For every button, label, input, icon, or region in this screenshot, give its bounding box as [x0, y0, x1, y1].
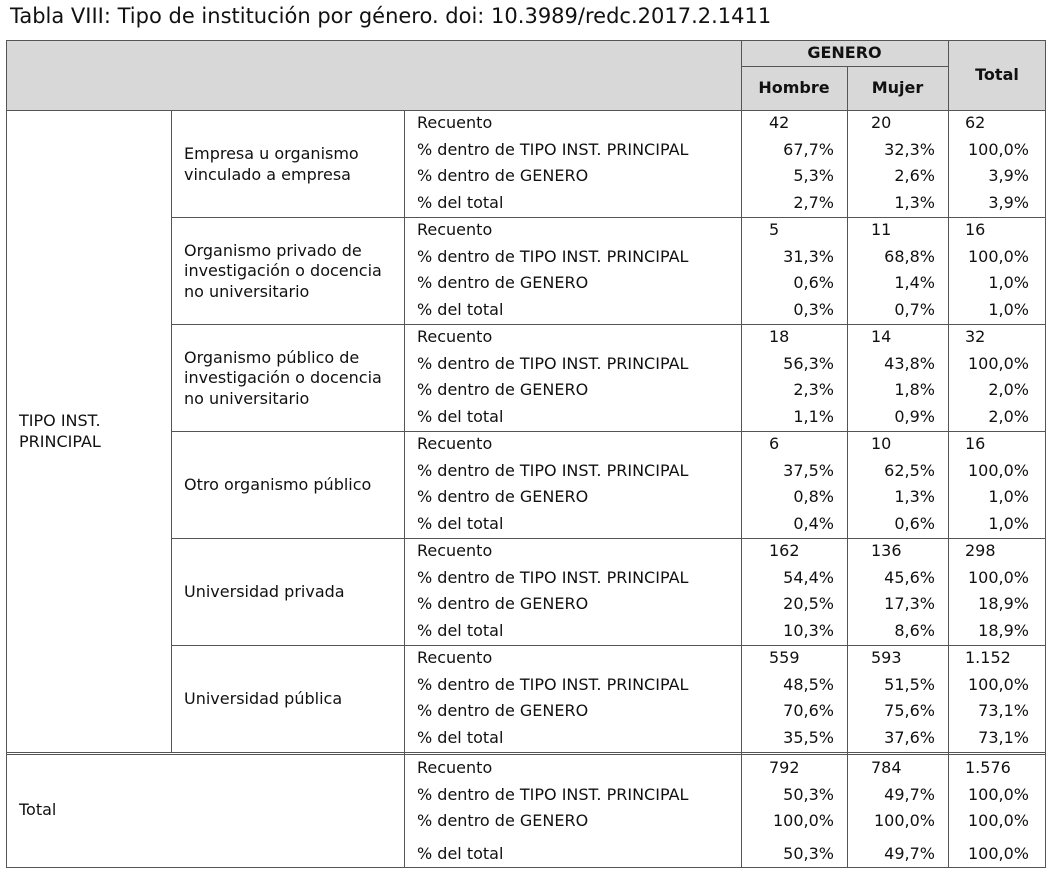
border-right	[1045, 40, 1046, 868]
value-hombre: 0,8%	[793, 487, 834, 506]
value-mujer: 0,6%	[894, 514, 935, 533]
value-hombre: 31,3%	[783, 247, 834, 266]
stat-label: Recuento	[417, 220, 493, 239]
stat-label: Recuento	[417, 541, 493, 560]
value-hombre: 162	[769, 541, 800, 560]
value-hombre: 56,3%	[783, 354, 834, 373]
value-hombre: 10,3%	[783, 621, 834, 640]
stat-label: % dentro de GENERO	[417, 594, 589, 613]
value-mujer: 1,3%	[894, 193, 935, 212]
value-hombre: 20,5%	[783, 594, 834, 613]
value-mujer: 11	[871, 220, 892, 239]
value-hombre: 48,5%	[783, 675, 834, 694]
value-total: 3,9%	[988, 193, 1029, 212]
stat-label: % dentro de TIPO INST. PRINCIPAL	[417, 568, 689, 587]
header-line	[6, 110, 1046, 111]
value-hombre: 54,4%	[783, 568, 834, 587]
value-mujer: 62,5%	[884, 461, 935, 480]
category-separator	[171, 217, 1046, 218]
value-total: 18,9%	[978, 594, 1029, 613]
value-hombre: 50,3%	[783, 844, 834, 863]
value-total: 32	[965, 327, 986, 346]
category-label: Otro organismo público	[184, 475, 372, 494]
value-total: 1,0%	[988, 514, 1029, 533]
value-total: 62	[965, 113, 986, 132]
value-mujer: 37,6%	[884, 728, 935, 747]
value-total: 1,0%	[988, 300, 1029, 319]
value-total: 100,0%	[967, 461, 1029, 480]
value-hombre: 35,5%	[783, 728, 834, 747]
value-mujer: 20	[871, 113, 892, 132]
value-mujer: 784	[871, 758, 902, 777]
value-mujer: 45,6%	[884, 568, 935, 587]
value-total: 16	[965, 434, 986, 453]
stat-label: % dentro de GENERO	[417, 811, 589, 830]
stat-label: % del total	[417, 514, 504, 533]
category-separator	[171, 538, 1046, 539]
stat-label: Recuento	[417, 327, 493, 346]
stat-label: Recuento	[417, 648, 493, 667]
category-separator	[171, 645, 1046, 646]
value-total: 3,9%	[988, 166, 1029, 185]
category-label: Universidad pública	[184, 689, 343, 708]
value-total: 2,0%	[988, 407, 1029, 426]
value-hombre: 70,6%	[783, 701, 834, 720]
value-mujer: 51,5%	[884, 675, 935, 694]
stat-label: % dentro de TIPO INST. PRINCIPAL	[417, 675, 689, 694]
value-total: 100,0%	[967, 354, 1029, 373]
value-total: 1.576	[965, 758, 1011, 777]
header-genero: GENERO	[807, 43, 882, 62]
value-total: 100,0%	[967, 811, 1029, 830]
value-mujer: 14	[871, 327, 892, 346]
stat-label: % dentro de TIPO INST. PRINCIPAL	[417, 140, 689, 159]
value-total: 73,1%	[978, 728, 1029, 747]
value-hombre: 67,7%	[783, 140, 834, 159]
value-mujer: 100,0%	[873, 811, 935, 830]
stat-label: % del total	[417, 844, 504, 863]
category-separator	[171, 431, 1046, 432]
stat-label: % dentro de TIPO INST. PRINCIPAL	[417, 785, 689, 804]
header-genero-line	[741, 66, 948, 67]
border-bottom	[6, 867, 1046, 868]
header-total: Total	[975, 65, 1019, 84]
value-mujer: 68,8%	[884, 247, 935, 266]
value-hombre: 100,0%	[772, 811, 834, 830]
value-mujer: 43,8%	[884, 354, 935, 373]
value-total: 100,0%	[967, 140, 1029, 159]
value-mujer: 32,3%	[884, 140, 935, 159]
value-total: 16	[965, 220, 986, 239]
value-mujer: 49,7%	[884, 785, 935, 804]
value-hombre: 0,4%	[793, 514, 834, 533]
value-hombre: 2,3%	[793, 380, 834, 399]
value-total: 100,0%	[967, 675, 1029, 694]
category-label: Organismo público de investigación o docencia no universitario	[184, 347, 382, 408]
value-hombre: 6	[769, 434, 780, 453]
table-caption: Tabla VIII: Tipo de institución por género. doi: 10.3989/redc.2017.2.1411	[10, 4, 772, 28]
value-hombre: 0,6%	[793, 273, 834, 292]
value-hombre: 37,5%	[783, 461, 834, 480]
value-total: 100,0%	[967, 247, 1029, 266]
value-total: 18,9%	[978, 621, 1029, 640]
value-mujer: 0,9%	[894, 407, 935, 426]
value-hombre: 0,3%	[793, 300, 834, 319]
value-total: 1.152	[965, 648, 1011, 667]
category-label: Organismo privado de investigación o docencia no universitario	[184, 240, 382, 301]
category-label: Empresa u organismo vinculado a empresa	[184, 144, 359, 184]
stat-label: % del total	[417, 300, 504, 319]
value-mujer: 2,6%	[894, 166, 935, 185]
stat-label: % del total	[417, 193, 504, 212]
value-total: 100,0%	[967, 568, 1029, 587]
stat-label: Recuento	[417, 758, 493, 777]
value-hombre: 50,3%	[783, 785, 834, 804]
value-mujer: 8,6%	[894, 621, 935, 640]
row-header-tipo-inst: TIPO INST. PRINCIPAL	[19, 411, 101, 451]
total-separator	[6, 752, 1046, 753]
value-mujer: 75,6%	[884, 701, 935, 720]
value-total: 100,0%	[967, 785, 1029, 804]
stat-label: Recuento	[417, 113, 493, 132]
value-total: 298	[965, 541, 996, 560]
total-row-label: Total	[19, 800, 57, 819]
stat-label: % dentro de GENERO	[417, 380, 589, 399]
value-mujer: 17,3%	[884, 594, 935, 613]
header-hombre: Hombre	[758, 78, 830, 97]
value-mujer: 1,8%	[894, 380, 935, 399]
category-label: Universidad privada	[184, 582, 345, 601]
stat-label: Recuento	[417, 434, 493, 453]
value-hombre: 559	[769, 648, 800, 667]
value-hombre: 1,1%	[793, 407, 834, 426]
crosstab-table	[6, 40, 1046, 868]
value-hombre: 5,3%	[793, 166, 834, 185]
stat-label: % del total	[417, 728, 504, 747]
value-mujer: 593	[871, 648, 902, 667]
value-total: 1,0%	[988, 487, 1029, 506]
value-mujer: 0,7%	[894, 300, 935, 319]
stat-label: % del total	[417, 407, 504, 426]
stat-label: % dentro de GENERO	[417, 701, 589, 720]
stat-label: % dentro de TIPO INST. PRINCIPAL	[417, 354, 689, 373]
header-mujer: Mujer	[871, 78, 924, 97]
value-mujer: 1,3%	[894, 487, 935, 506]
value-total: 1,0%	[988, 273, 1029, 292]
value-hombre: 792	[769, 758, 800, 777]
value-hombre: 5	[769, 220, 780, 239]
stat-label: % dentro de GENERO	[417, 273, 589, 292]
value-mujer: 49,7%	[884, 844, 935, 863]
category-separator	[171, 324, 1046, 325]
stat-label: % dentro de GENERO	[417, 166, 589, 185]
value-hombre: 18	[769, 327, 790, 346]
value-total: 100,0%	[967, 844, 1029, 863]
border-left	[6, 40, 7, 868]
stat-label: % dentro de TIPO INST. PRINCIPAL	[417, 247, 689, 266]
stat-label: % dentro de TIPO INST. PRINCIPAL	[417, 461, 689, 480]
value-total: 2,0%	[988, 380, 1029, 399]
value-mujer: 136	[871, 541, 902, 560]
value-mujer: 10	[871, 434, 892, 453]
value-hombre: 42	[769, 113, 790, 132]
value-mujer: 1,4%	[894, 273, 935, 292]
stat-label: % del total	[417, 621, 504, 640]
total-separator	[6, 754, 1046, 755]
value-hombre: 2,7%	[793, 193, 834, 212]
value-total: 73,1%	[978, 701, 1029, 720]
stat-label: % dentro de GENERO	[417, 487, 589, 506]
border-top	[6, 40, 1046, 41]
